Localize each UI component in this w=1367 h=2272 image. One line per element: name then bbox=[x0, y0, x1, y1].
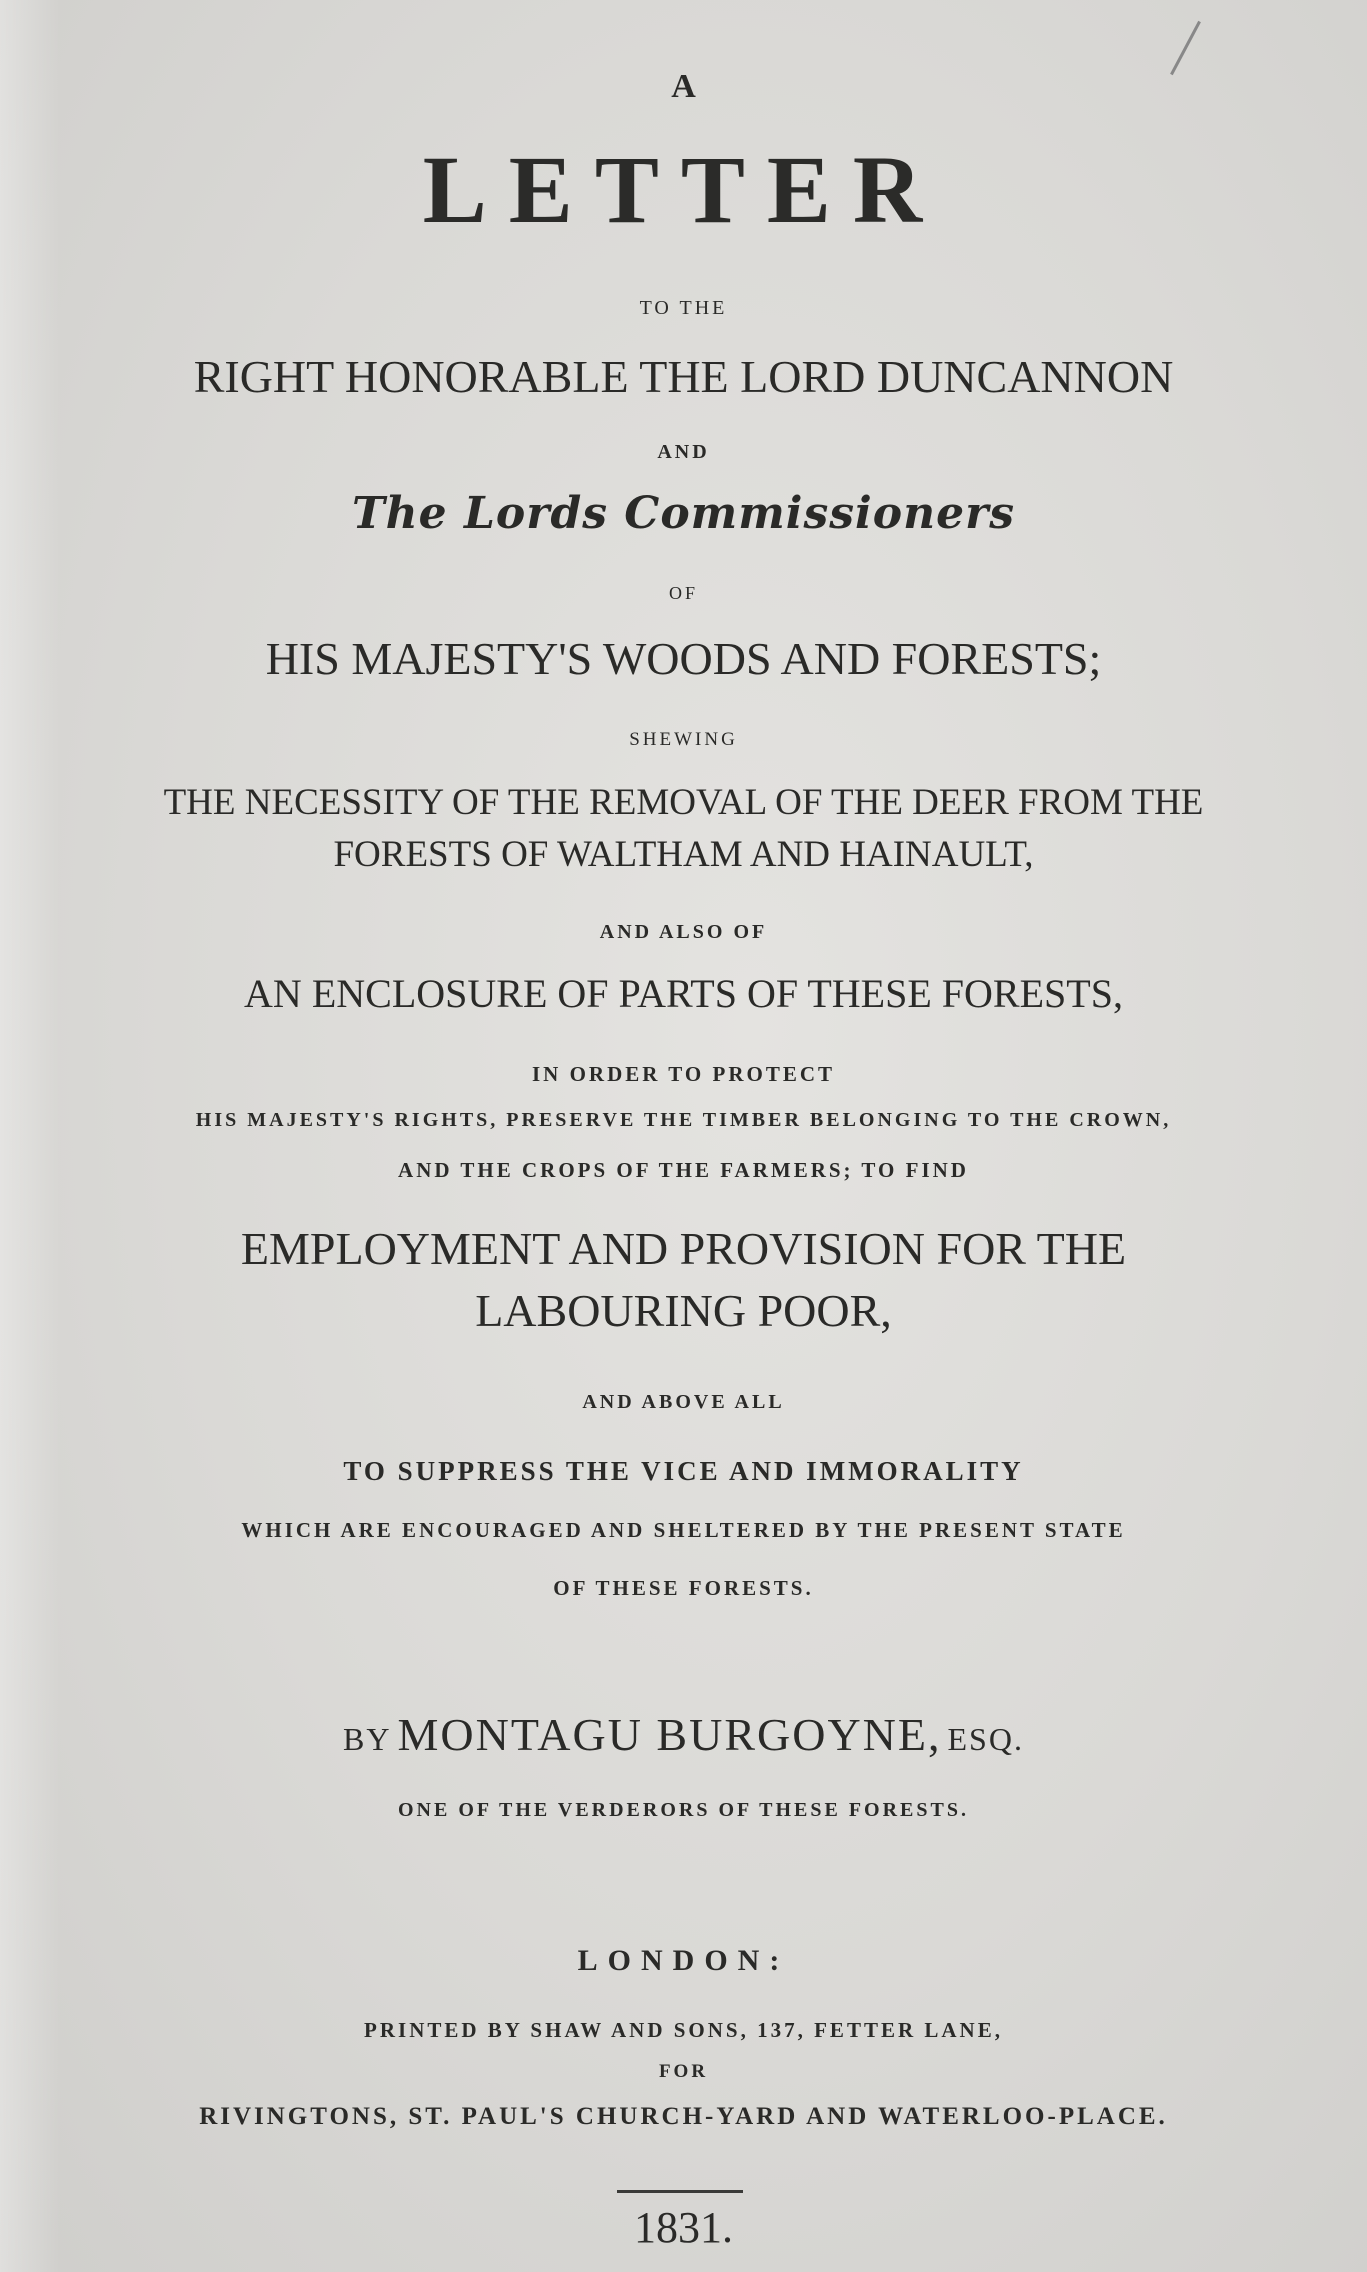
department: HIS MAJESTY'S WOODS AND FORESTS; bbox=[265, 633, 1102, 684]
page-title: LETTER bbox=[422, 136, 945, 243]
crops-line: AND THE CROPS OF THE FARMERS; TO FIND bbox=[398, 1158, 969, 1182]
employment-line-1: EMPLOYMENT AND PROVISION FOR THE bbox=[240, 1223, 1127, 1274]
author-role: ONE OF THE VERDERORS OF THESE FORESTS. bbox=[398, 1799, 969, 1821]
printer-line: PRINTED BY SHAW AND SONS, 137, FETTER LANE, bbox=[364, 2018, 1003, 2042]
divider-rule bbox=[617, 2190, 743, 2193]
employment-line-2: LABOURING POOR, bbox=[475, 1285, 892, 1336]
addressee: RIGHT HONORABLE THE LORD DUNCANNON bbox=[193, 351, 1174, 402]
author-by: BY bbox=[343, 1721, 392, 1757]
imprint-year: 1831. bbox=[634, 2203, 733, 2252]
publisher-line: RIVINGTONS, ST. PAUL'S CHURCH-YARD AND WATERLOO-PLACE. bbox=[199, 2103, 1168, 2130]
and-label: AND bbox=[657, 441, 710, 463]
to-the-label: TO THE bbox=[639, 297, 728, 319]
article-a: A bbox=[671, 68, 696, 105]
enclosure-line: AN ENCLOSURE OF PARTS OF THESE FORESTS, bbox=[244, 971, 1123, 1016]
necessity-line-1: THE NECESSITY OF THE REMOVAL OF THE DEER FROM THE bbox=[163, 782, 1204, 823]
author-line bbox=[0, 1709, 1367, 1760]
of-label: OF bbox=[668, 583, 698, 603]
and-also-of-label: AND ALSO OF bbox=[599, 921, 768, 943]
for-label: FOR bbox=[658, 2061, 709, 2082]
pen-stroke-mark bbox=[1170, 21, 1201, 75]
in-order-to-protect: IN ORDER TO PROTECT bbox=[531, 1062, 836, 1086]
and-above-all: AND ABOVE ALL bbox=[582, 1391, 785, 1413]
encouraged-line: WHICH ARE ENCOURAGED AND SHELTERED BY THE PRESENT STATE bbox=[241, 1518, 1126, 1542]
forests-line: OF THESE FORESTS. bbox=[553, 1576, 814, 1600]
shewing-label: SHEWING bbox=[629, 729, 738, 750]
lords-commissioners: The Lords Commissioners bbox=[351, 488, 1016, 539]
imprint-city: LONDON: bbox=[577, 1944, 790, 1977]
author-esq: ESQ. bbox=[947, 1721, 1024, 1757]
necessity-line-2: FORESTS OF WALTHAM AND HAINAULT, bbox=[333, 834, 1034, 875]
rights-line: HIS MAJESTY'S RIGHTS, PRESERVE THE TIMBER BELONGING TO THE CROWN, bbox=[195, 1109, 1172, 1131]
author-name: MONTAGU BURGOYNE, bbox=[397, 1709, 942, 1760]
suppress-line: TO SUPPRESS THE VICE AND IMMORALITY bbox=[343, 1456, 1024, 1486]
